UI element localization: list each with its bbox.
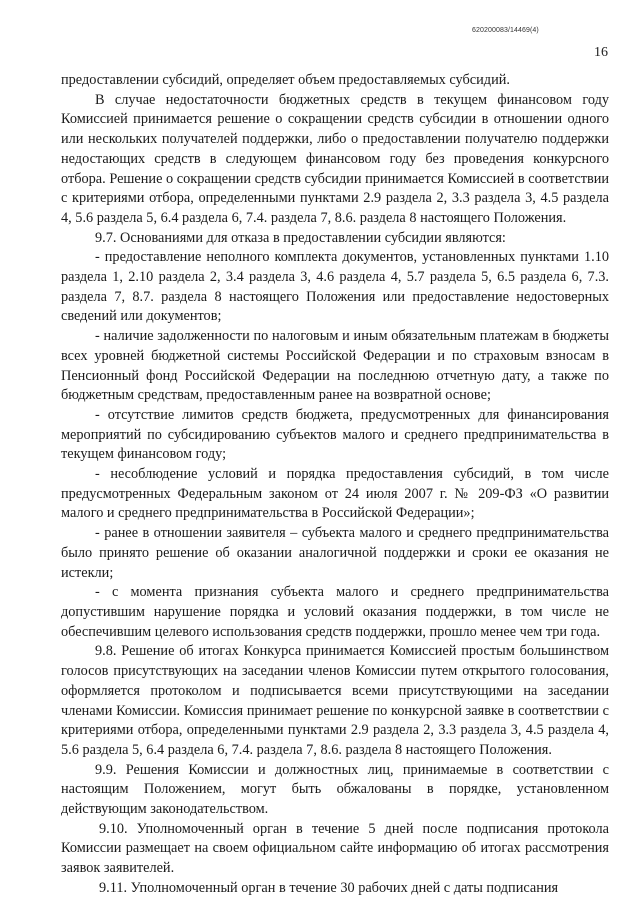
paragraph-continuation: предоставлении субсидий, определяет объем предоставляемых субсидий.	[61, 72, 510, 88]
list-item-noncompliance: - несоблюдение условий и порядка предоставления субсидий, в том числе предусмотренных Федеральным законом от 24 июля 2007 г. № 209-ФЗ «О развитии малого и среднего предпринимательства в Российской Федерации»;	[61, 466, 609, 522]
list-item-incomplete-documents: - предоставление неполного комплекта документов, установленных пунктами 1.10 раздела 1, 2.10 раздела 2, 3.4 раздела 3, 4.6 раздела 4, 5.7 раздела 5, 6.5 раздела 6, 7.3. раздела 7, 8.7. раздела 8 настоящего Положения или предоставление недостоверных сведений или документов;	[61, 249, 609, 325]
paragraph-9-7-heading: 9.7. Основаниями для отказа в предоставлении субсидии являются:	[95, 229, 506, 246]
list-item-prior-support: - ранее в отношении заявителя – субъекта малого и среднего предпринимательства было принято решение об оказании аналогичной поддержки и сроки ее оказания не истекли;	[61, 525, 609, 581]
paragraph-9-8: 9.8. Решение об итогах Конкурса принимается Комиссией простым большинством голосов присутствующих на заседании членов Комиссии путем открытого голосования, оформляется протоколом и подписывается всеми присутствующими на заседании членами Комиссии. Комиссия принимает решение по конкурсной заявке в соответствии с критериями отбора, определенными пунктами 2.9 раздела 2, 3.3 раздела 3, 4.5 раздела 4, 5.6 раздела 5, 6.4 раздела 6, 7.4. раздела 7, 8.6. раздела 8 настоящего Положения.	[61, 643, 609, 758]
paragraph-9-10: 9.10. Уполномоченный орган в течение 5 дней после подписания протокола Комиссии размещает на своем официальном сайте информацию об итогах рассмотрения заявок заявителей.	[61, 820, 609, 877]
document-body	[61, 71, 609, 899]
list-item-tax-debt: - наличие задолженности по налоговым и иным обязательным платежам в бюджеты всех уровней бюджетной системы Российской Федерации и по страховым взносам в Пенсионный фонд Российской Федерации на последнюю отчетную дату, а также по бюджетным средствам, предоставленным ранее на возвратной основе;	[61, 328, 609, 404]
list-item-no-budget-limits: - отсутствие лимитов средств бюджета, предусмотренных для финансирования мероприятий по субсидированию субъектов малого и среднего предпринимательства в текущем финансовом году;	[61, 406, 609, 463]
paragraph-budget-shortage: В случае недостаточности бюджетных средств в текущем финансовом году Комиссией принимается решение о сокращении средств субсидии в отношении одного или нескольких получателей поддержки, либо о предоставлении получателю поддержки недостающих средств в следующем финансовом году без проведения конкурсного отбора. Решение о сокращении средств субсидии принимается Комиссией в соответствии с критериями отбора, определенными пунктами 2.9 раздела 2, 3.3 раздела 3, 4.5 раздела 4, 5.6 раздела 5, 6.4 раздела 6, 7.4. раздела 7, 8.6. раздела 8 настоящего Положения.	[61, 91, 609, 226]
paragraph-9-11: 9.11. Уполномоченный орган в течение 30 рабочих дней с даты подписания	[99, 879, 559, 896]
list-item-violation-period: - с момента признания субъекта малого и среднего предпринимательства допустившим нарушение порядка и условий оказания поддержки, в том числе не обеспечившим целевого использования средств поддержки, прошло менее чем три года.	[61, 584, 609, 640]
page-number: 16	[594, 45, 608, 60]
registration-code: 620200083/14469(4)	[472, 27, 539, 34]
paragraph-9-9: 9.9. Решения Комиссии и должностных лиц, принимаемые в соответствии с настоящим Положением, могут быть обжалованы в порядке, установленном действующим законодательством.	[61, 761, 609, 818]
